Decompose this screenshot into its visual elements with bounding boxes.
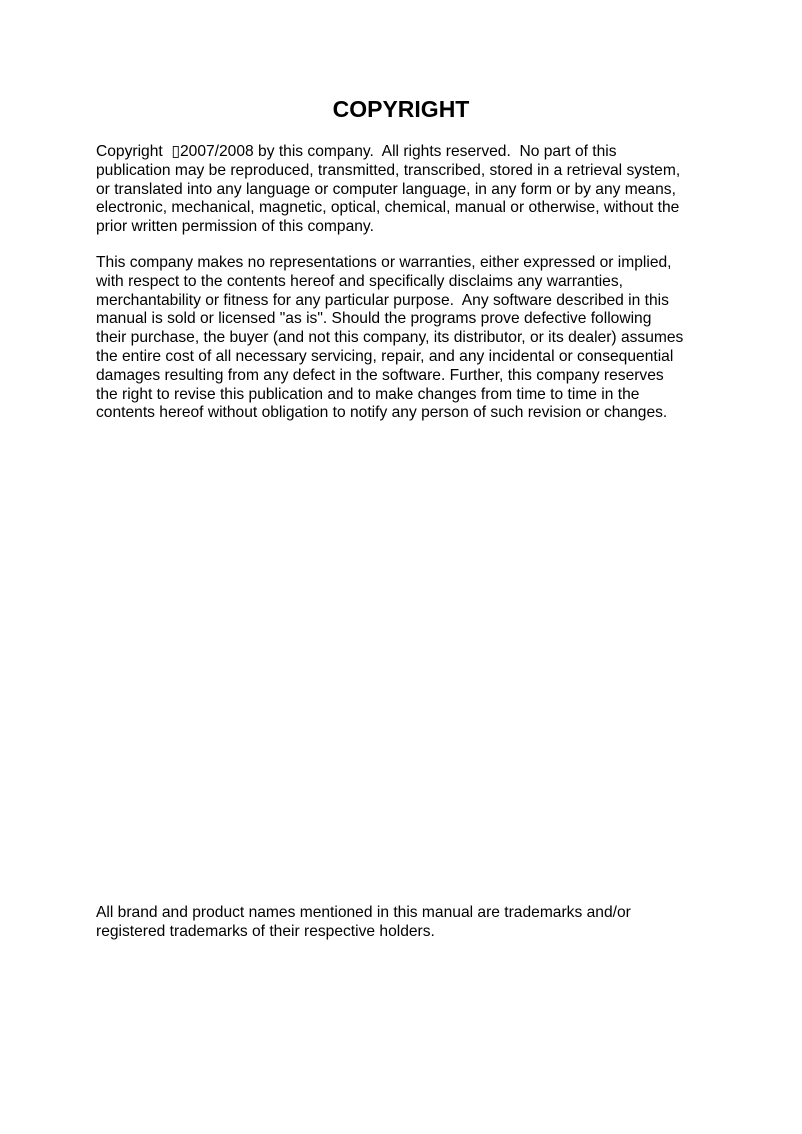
trademarks-paragraph xyxy=(96,904,716,942)
paragraph-line: the entire cost of all necessary servicing, repair, and any incidental or consequential xyxy=(96,347,674,365)
paragraph-line: All brand and product names mentioned in this manual are trademarks and/or xyxy=(96,904,631,921)
paragraph-line: prior written permission of this company. xyxy=(96,218,374,236)
paragraph-line: Copyright ▯2007/2008 by this company. All rights reserved. No part of this xyxy=(96,143,617,160)
paragraph-line: the right to revise this publication and to make changes from time to time in the xyxy=(96,385,640,403)
paragraph-line: electronic, mechanical, magnetic, optical, chemical, manual or otherwise, without the xyxy=(96,199,680,217)
paragraph-line: manual is sold or licensed "as is". Should the programs prove defective following xyxy=(96,310,652,328)
page-title: COPYRIGHT xyxy=(332,96,470,122)
paragraph-line: registered trademarks of their respective holders. xyxy=(96,922,435,940)
paragraph-line: merchantability or fitness for any particular purpose. Any software described in this xyxy=(96,291,669,309)
copyright-notice-paragraph xyxy=(96,143,716,237)
paragraph-line: with respect to the contents hereof and specifically disclaims any warranties, xyxy=(96,272,623,290)
paragraph-line: damages resulting from any defect in the software. Further, this company reserves xyxy=(96,366,664,384)
paragraph-line: contents hereof without obligation to notify any person of such revision or changes. xyxy=(96,404,668,422)
paragraph-line: publication may be reproduced, transmitted, transcribed, stored in a retrieval system, xyxy=(96,161,681,179)
paragraph-line: This company makes no representations or warranties, either expressed or implied, xyxy=(96,254,672,271)
disclaimer-paragraph xyxy=(96,254,716,423)
paragraph-line: their purchase, the buyer (and not this company, its distributor, or its dealer) assumes xyxy=(96,329,684,347)
paragraph-line: or translated into any language or computer language, in any form or by any means, xyxy=(96,180,676,198)
